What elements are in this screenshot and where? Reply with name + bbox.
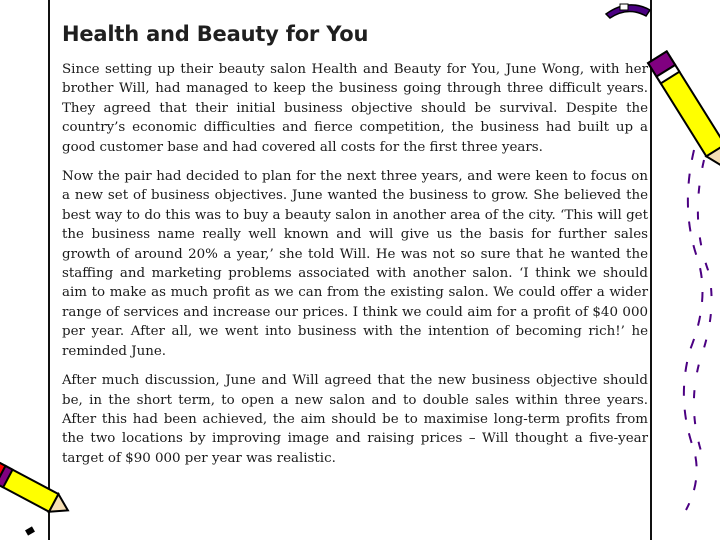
document-title: Health and Beauty for You bbox=[62, 22, 369, 46]
paragraph-1: Since setting up their beauty salon Health and Beauty for You, June Wong, with her brother Will, had managed to keep the business going through three difficult years. They agreed that their initial business objective should be survival. Despite the country’s economic difficulties and fierce competition, the business had built up a good customer base and had covered all costs for the first three years. bbox=[62, 62, 648, 155]
paragraph-2: Now the pair had decided to plan for the next three years, and were keen to focus on a new set of business objectives. June wanted the business to grow. She believed the best way to do this was to buy a beauty salon in another area of the city. ‘This will get the business name really well known and will give us the basis for further sales growth of around 20% a year,’ she told Will. He was not so sure that he wanted the staffing and marketing problems associated with another salon. ‘I think we should aim to make as much profit as we can from the existing salon. We could offer a wider range of services and increase our prices. I think we could aim for a profit of $40 000 per year. After all, we went into business with the intention of becoming rich!’ he reminded June. bbox=[62, 169, 648, 359]
pencil-icon bbox=[0, 452, 56, 540]
paragraph-3: After much discussion, June and Will agreed that the new business objective should be, in the short term, to open a new salon and to double sales within three years. After this had been achieved, the aim should be to maximise long-term profits from the two locations by improving image and raising prices – Will thought a five-year target of $90 000 per year was realistic. bbox=[62, 373, 648, 466]
pencil-icon bbox=[660, 150, 720, 510]
article bbox=[62, 14, 648, 478]
